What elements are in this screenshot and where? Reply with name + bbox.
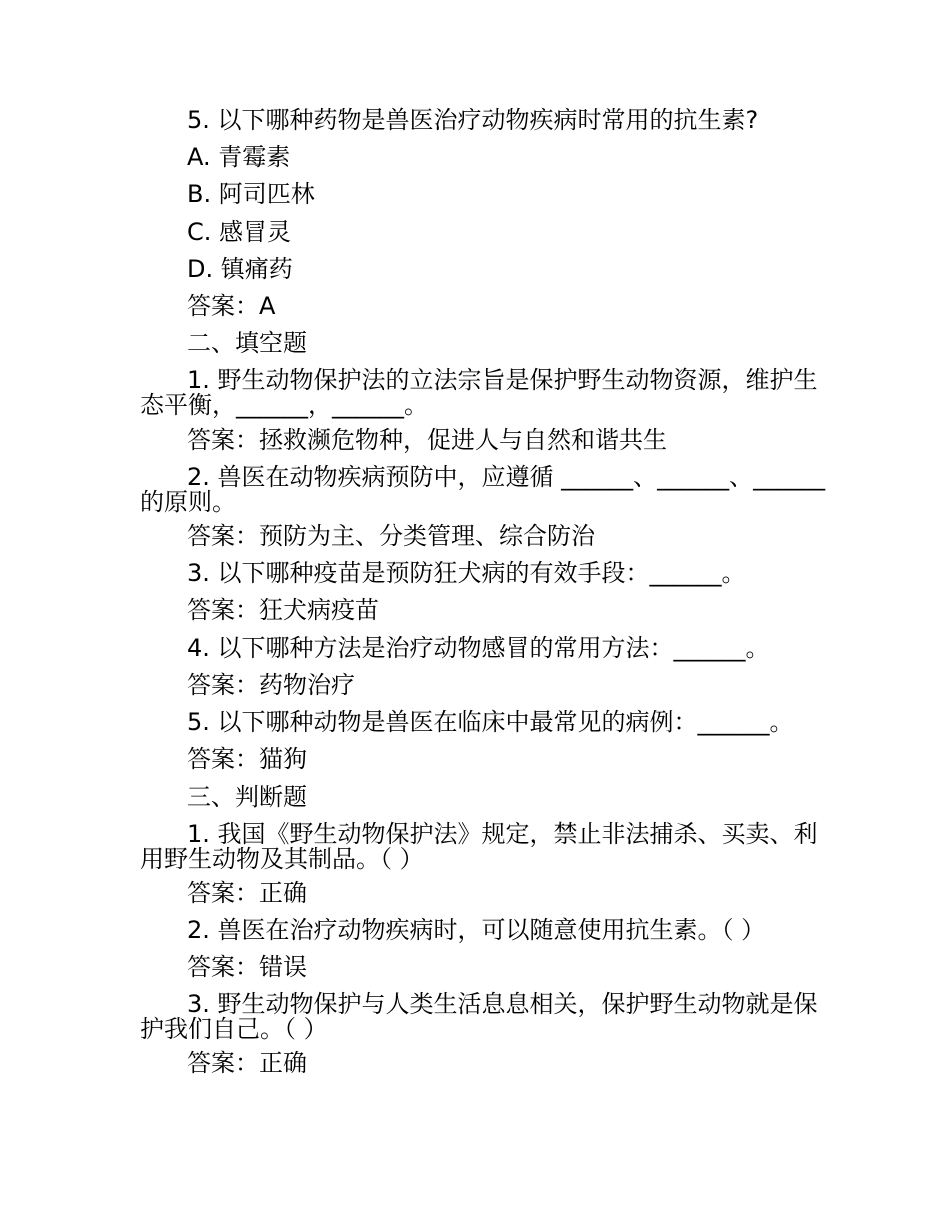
fill-answer-3: 答案：狂犬病疫苗 <box>187 596 379 624</box>
mc-option-c: C. 感冒灵 <box>187 218 292 246</box>
fill-answer-2: 答案：预防为主、分类管理、综合防治 <box>187 522 595 550</box>
section-heading-true-false: 三、判断题 <box>187 783 307 811</box>
tf-question-3: 3. 野生动物保护与人类生活息息相关，保护野生动物就是保护我们自己。（ ） <box>140 990 818 1043</box>
tf-answer-3: 答案：正确 <box>187 1049 307 1077</box>
fill-question-1: 1. 野生动物保护法的立法宗旨是保护野生动物资源，维护生态平衡，______，______。 <box>140 366 818 419</box>
fill-answer-1: 答案：拯救濒危物种，促进人与自然和谐共生 <box>187 426 667 454</box>
fill-answer-5: 答案：猫狗 <box>187 745 307 773</box>
fill-question-3: 3. 以下哪种疫苗是预防狂犬病的有效手段：______。 <box>187 559 746 587</box>
fill-question-5: 5. 以下哪种动物是兽医在临床中最常见的病例：______。 <box>187 708 794 736</box>
fill-answer-4: 答案：药物治疗 <box>187 671 355 699</box>
fill-question-2: 2. 兽医在动物疾病预防中，应遵循 ______、______、______的原则。 <box>140 463 826 516</box>
tf-question-2: 2. 兽医在治疗动物疾病时，可以随意使用抗生素。（ ） <box>187 916 766 944</box>
tf-question-1: 1. 我国《野生动物保护法》规定，禁止非法捕杀、买卖、利用野生动物及其制品。（ ） <box>140 820 818 873</box>
mc-option-a: A. 青霉素 <box>187 143 291 171</box>
mc-option-d: D. 镇痛药 <box>187 255 293 283</box>
fill-question-4: 4. 以下哪种方法是治疗动物感冒的常用方法：______。 <box>187 634 770 662</box>
section-heading-fill-blank: 二、填空题 <box>187 329 307 357</box>
mc-question-5: 5. 以下哪种药物是兽医治疗动物疾病时常用的抗生素? <box>187 106 759 134</box>
tf-answer-1: 答案：正确 <box>187 879 307 907</box>
mc-answer-5: 答案：A <box>187 292 276 320</box>
mc-option-b: B. 阿司匹林 <box>187 180 315 208</box>
tf-answer-2: 答案：错误 <box>187 953 307 981</box>
